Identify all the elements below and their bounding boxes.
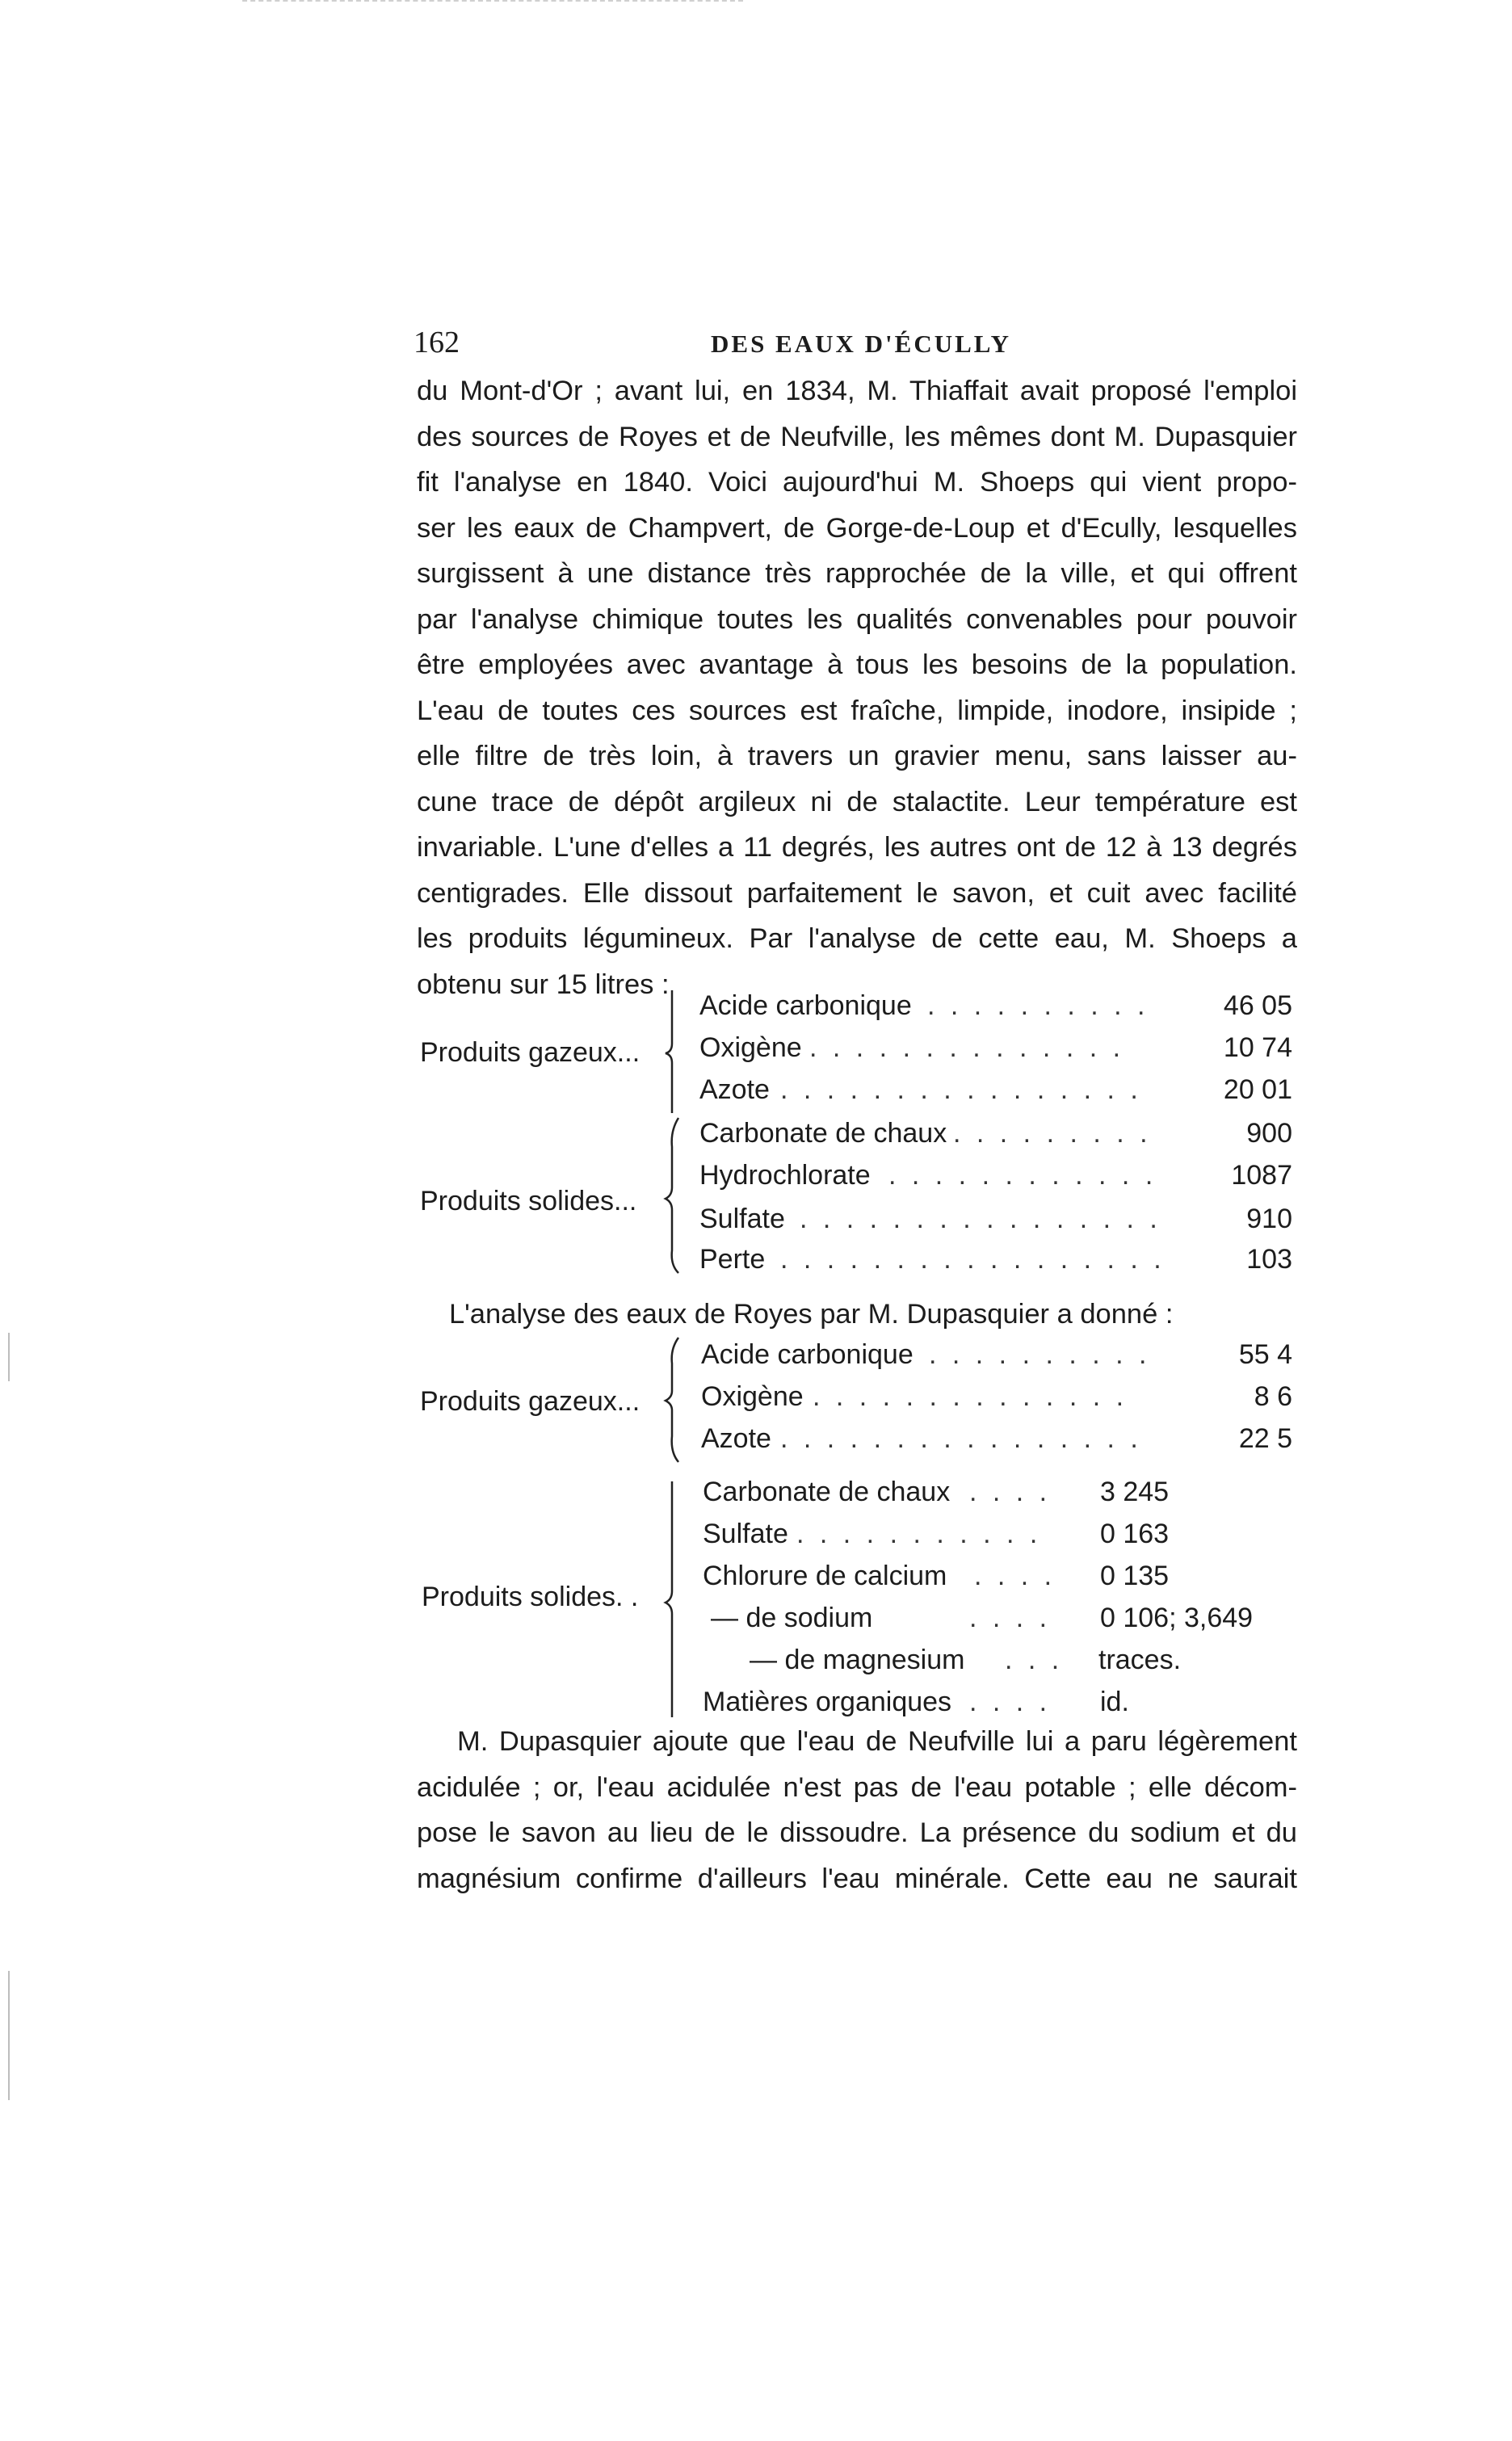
table2-gas-value: 22 5 bbox=[1238, 1423, 1292, 1454]
table2-gas-item: Acide carbonique bbox=[701, 1339, 914, 1370]
table1-gas-item: Acide carbonique bbox=[699, 990, 912, 1021]
table2-solid-value: 3 245 bbox=[1100, 1477, 1170, 1507]
leader-dots: . . . . bbox=[969, 1477, 1052, 1507]
page-number: 162 bbox=[414, 326, 460, 359]
table1-solid-brace bbox=[661, 1115, 685, 1276]
table2-solid-item: Matières organiques bbox=[703, 1687, 952, 1717]
intro-paragraph bbox=[417, 368, 1297, 1007]
leader-dots: . . . . bbox=[969, 1687, 1052, 1717]
table1-gas-item: Oxigène bbox=[699, 1032, 802, 1063]
leader-dots: . . . . . . . . . . . . . . . . bbox=[780, 1074, 1142, 1105]
table1-gas-label: Produits gazeux... bbox=[420, 1037, 640, 1068]
leader-dots: . . . . . . . . . bbox=[953, 1118, 1152, 1149]
scan-margin-mark bbox=[8, 1333, 10, 1381]
text-line: invariable. L'une d'elles a 11 degrés, les autres ont de 12 à 13 degrés bbox=[417, 832, 1297, 863]
leader-dots: . . . . . . . . . . bbox=[929, 1339, 1151, 1370]
table2-solid-item: Carbonate de chaux bbox=[703, 1477, 951, 1507]
table1-solid-value: 103 bbox=[1246, 1244, 1292, 1275]
table2-gas-label: Produits gazeux... bbox=[420, 1386, 640, 1417]
text-line: centigrades. Elle dissout parfaitement le savon, et cuit avec facilité bbox=[417, 877, 1297, 909]
table2-solid-value: id. bbox=[1100, 1687, 1129, 1717]
text-line: des sources de Royes et de Neufville, les mêmes dont M. Dupasquier bbox=[417, 421, 1297, 452]
leader-dots: . . . . . . . . . . . . . . . . . bbox=[780, 1244, 1166, 1275]
text-line: cune trace de dépôt argileux ni de stalactite. Leur température est bbox=[417, 786, 1297, 817]
text-line: être employées avec avantage à tous les besoins de la population. bbox=[417, 649, 1297, 680]
table1-solid-label: Produits solides... bbox=[420, 1186, 637, 1216]
table1-gas-brace bbox=[661, 987, 685, 1116]
text-line: L'eau de toutes ces sources est fraîche, limpide, inodore, insipide ; bbox=[417, 695, 1297, 726]
text-line: par l'analyse chimique toutes les qualités convenables pour pouvoir bbox=[417, 603, 1297, 635]
table2-solid-value: 0 163 bbox=[1100, 1519, 1170, 1549]
leader-dots: . . . . . . . . . . . . . . . . bbox=[800, 1204, 1161, 1234]
table2-caption: L'analyse des eaux de Royes par M. Dupasquier a donné : bbox=[449, 1299, 1174, 1330]
text-line: magnésium confirme d'ailleurs l'eau minérale. Cette eau ne saurait bbox=[417, 1863, 1297, 1894]
text-line: ser les eaux de Champvert, de Gorge-de-Loup et d'Ecully, lesquelles bbox=[417, 512, 1297, 544]
closing-paragraph bbox=[417, 1719, 1297, 1901]
table2-gas-item: Oxigène bbox=[701, 1381, 804, 1412]
table1-solid-value: 900 bbox=[1246, 1118, 1292, 1149]
table2-solid-value: 0 106; 3,649 bbox=[1100, 1603, 1254, 1633]
text-line: les produits légumineux. Par l'analyse de cette eau, M. Shoeps a bbox=[417, 923, 1297, 954]
table1-solid-value: 910 bbox=[1246, 1204, 1292, 1234]
table1-gas-item: Azote bbox=[699, 1074, 770, 1105]
table1-solid-item: Perte bbox=[699, 1244, 766, 1275]
scan-top-edge bbox=[242, 0, 743, 2]
table2-solid-item: — de magnesium bbox=[750, 1645, 965, 1675]
text-line: du Mont-d'Or ; avant lui, en 1834, M. Thiaffait avait proposé l'emploi bbox=[417, 376, 1297, 406]
table1-solid-item: Sulfate bbox=[699, 1204, 785, 1234]
leader-dots: . . . . . . . . . . bbox=[927, 990, 1149, 1021]
table2-gas-value: 55 4 bbox=[1238, 1339, 1292, 1370]
table1-solid-item: Carbonate de chaux bbox=[699, 1118, 947, 1149]
text-line: acidulée ; or, l'eau acidulée n'est pas de l'eau potable ; elle décom- bbox=[417, 1771, 1297, 1803]
table1-gas-value: 10 74 bbox=[1223, 1032, 1292, 1063]
table2-gas-value: 8 6 bbox=[1254, 1381, 1292, 1412]
text-line: obtenu sur 15 litres : bbox=[417, 968, 670, 1000]
table2-solid-brace bbox=[661, 1478, 685, 1720]
leader-dots: . . . . bbox=[969, 1603, 1052, 1633]
running-title: DES EAUX D'ÉCULLY bbox=[711, 330, 1011, 358]
text-line: elle filtre de très loin, à travers un gravier menu, sans laisser au- bbox=[417, 741, 1297, 771]
table1-gas-value: 46 05 bbox=[1223, 990, 1292, 1021]
scan-margin-mark bbox=[8, 1971, 10, 2100]
text-line: pose le savon au lieu de le dissoudre. La présence du sodium et du bbox=[417, 1817, 1297, 1848]
table2-solid-item: Sulfate bbox=[703, 1519, 788, 1549]
table1-solid-item: Hydrochlorate bbox=[699, 1160, 871, 1191]
table2-solid-item: — de sodium bbox=[711, 1603, 873, 1633]
leader-dots: . . . . . . . . . . . . . . . . bbox=[780, 1423, 1142, 1454]
table2-gas-item: Azote bbox=[701, 1423, 771, 1454]
text-line: surgissent à une distance très rapprochée de la ville, et qui offrent bbox=[417, 558, 1297, 589]
table2-solid-item: Chlorure de calcium bbox=[703, 1561, 947, 1591]
table2-gas-brace bbox=[661, 1334, 685, 1465]
table1-gas-value: 20 01 bbox=[1223, 1074, 1292, 1105]
table1-solid-value: 1087 bbox=[1231, 1160, 1292, 1191]
table2-solid-value: traces. bbox=[1098, 1645, 1182, 1675]
table2-solid-value: 0 135 bbox=[1100, 1561, 1170, 1591]
leader-dots: . . . bbox=[1005, 1645, 1064, 1675]
text-line: M. Dupasquier ajoute que l'eau de Neufville lui a paru légèrement bbox=[457, 1726, 1297, 1757]
table2-solid-label: Produits solides. . bbox=[422, 1582, 639, 1612]
leader-dots: . . . . bbox=[974, 1561, 1056, 1591]
leader-dots: . . . . . . . . . . . . . . bbox=[813, 1381, 1128, 1412]
leader-dots: . . . . . . . . . . . . . . bbox=[809, 1032, 1125, 1063]
text-line: fit l'analyse en 1840. Voici aujourd'hui M. Shoeps qui vient propo- bbox=[417, 467, 1297, 498]
leader-dots: . . . . . . . . . . . bbox=[796, 1519, 1042, 1549]
leader-dots: . . . . . . . . . . . . bbox=[888, 1160, 1157, 1191]
